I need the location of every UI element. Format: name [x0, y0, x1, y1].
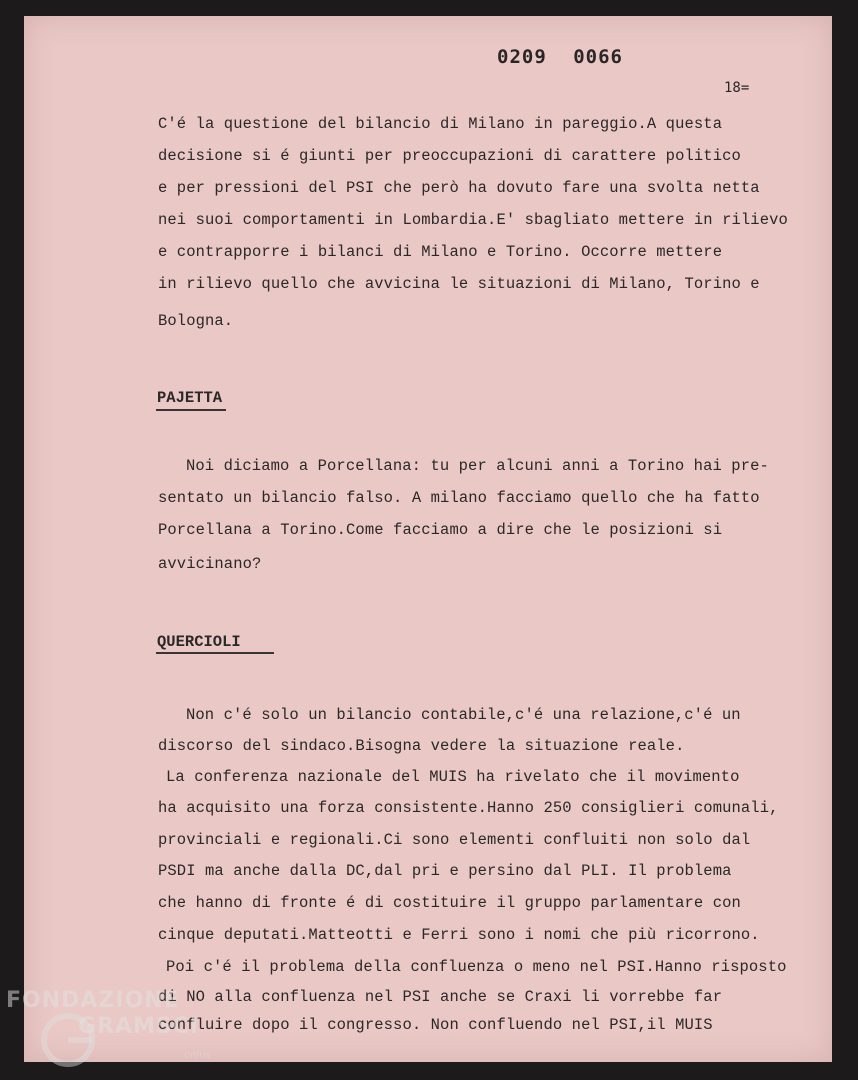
text-line: provinciali e regionali.Ci sono elementi confluiti non solo dal	[158, 831, 751, 849]
text-line: Bologna.	[158, 312, 234, 330]
heading-underline	[156, 409, 226, 411]
watermark-text-fondazione: FONDAZIONE	[6, 988, 180, 1013]
text-line: C'é la questione del bilancio di Milano in pareggio.A questa	[158, 115, 723, 133]
text-line: Porcellana a Torino.Come facciamo a dire che le posizioni si	[158, 521, 723, 539]
text-line: decisione si é giunti per preoccupazioni di carattere politico	[158, 147, 741, 165]
text-line: e contrapporre i bilanci di Milano e Torino. Occorre mettere	[158, 243, 723, 261]
text-line: confluire dopo il congresso. Non confluendo nel PSI,il MUIS	[158, 1016, 713, 1034]
text-line: sentato un bilancio falso. A milano facciamo quello che ha fatto	[158, 489, 760, 507]
watermark-text-onlus: onlus	[184, 1050, 211, 1061]
speaker-heading-quercioli: QUERCIOLI	[157, 633, 241, 651]
text-line: Noi diciamo a Porcellana: tu per alcuni anni a Torino hai pre-	[186, 457, 769, 475]
text-line: e per pressioni del PSI che però ha dovuto fare una svolta netta	[158, 179, 760, 197]
text-line: discorso del sindaco.Bisogna vedere la situazione reale.	[158, 737, 685, 755]
text-line: avvicinano?	[158, 555, 262, 573]
reference-number: 0209 0066	[497, 46, 623, 68]
text-line: che hanno di fronte é di costituire il gruppo parlamentare con	[158, 894, 741, 912]
text-line: PSDI ma anche dalla DC,dal pri e persino dal PLI. Il problema	[158, 862, 732, 880]
page-number: 18=	[724, 80, 750, 96]
fondazione-gramsci-watermark	[6, 984, 236, 1076]
watermark-text-gramsci: GRAMSCI	[78, 1014, 200, 1039]
text-line: nei suoi comportamenti in Lombardia.E' sbagliato mettere in rilievo	[158, 211, 788, 229]
text-line: ha acquisito una forza consistente.Hanno 250 consiglieri comunali,	[158, 799, 779, 817]
heading-underline	[156, 652, 274, 654]
text-line: cinque deputati.Matteotti e Ferri sono i nomi che più ricorrono.	[158, 926, 760, 944]
text-line: in rilievo quello che avvicina le situazioni di Milano, Torino e	[158, 275, 760, 293]
text-line: Poi c'é il problema della confluenza o meno nel PSI.Hanno risposto	[166, 958, 787, 976]
text-line: La conferenza nazionale del MUIS ha rivelato che il movimento	[166, 768, 740, 786]
speaker-heading-pajetta: PAJETTA	[157, 389, 223, 407]
text-line: Non c'é solo un bilancio contabile,c'é una relazione,c'é un	[186, 706, 741, 724]
text-line: di NO alla confluenza nel PSI anche se Craxi li vorrebbe far	[158, 988, 723, 1006]
